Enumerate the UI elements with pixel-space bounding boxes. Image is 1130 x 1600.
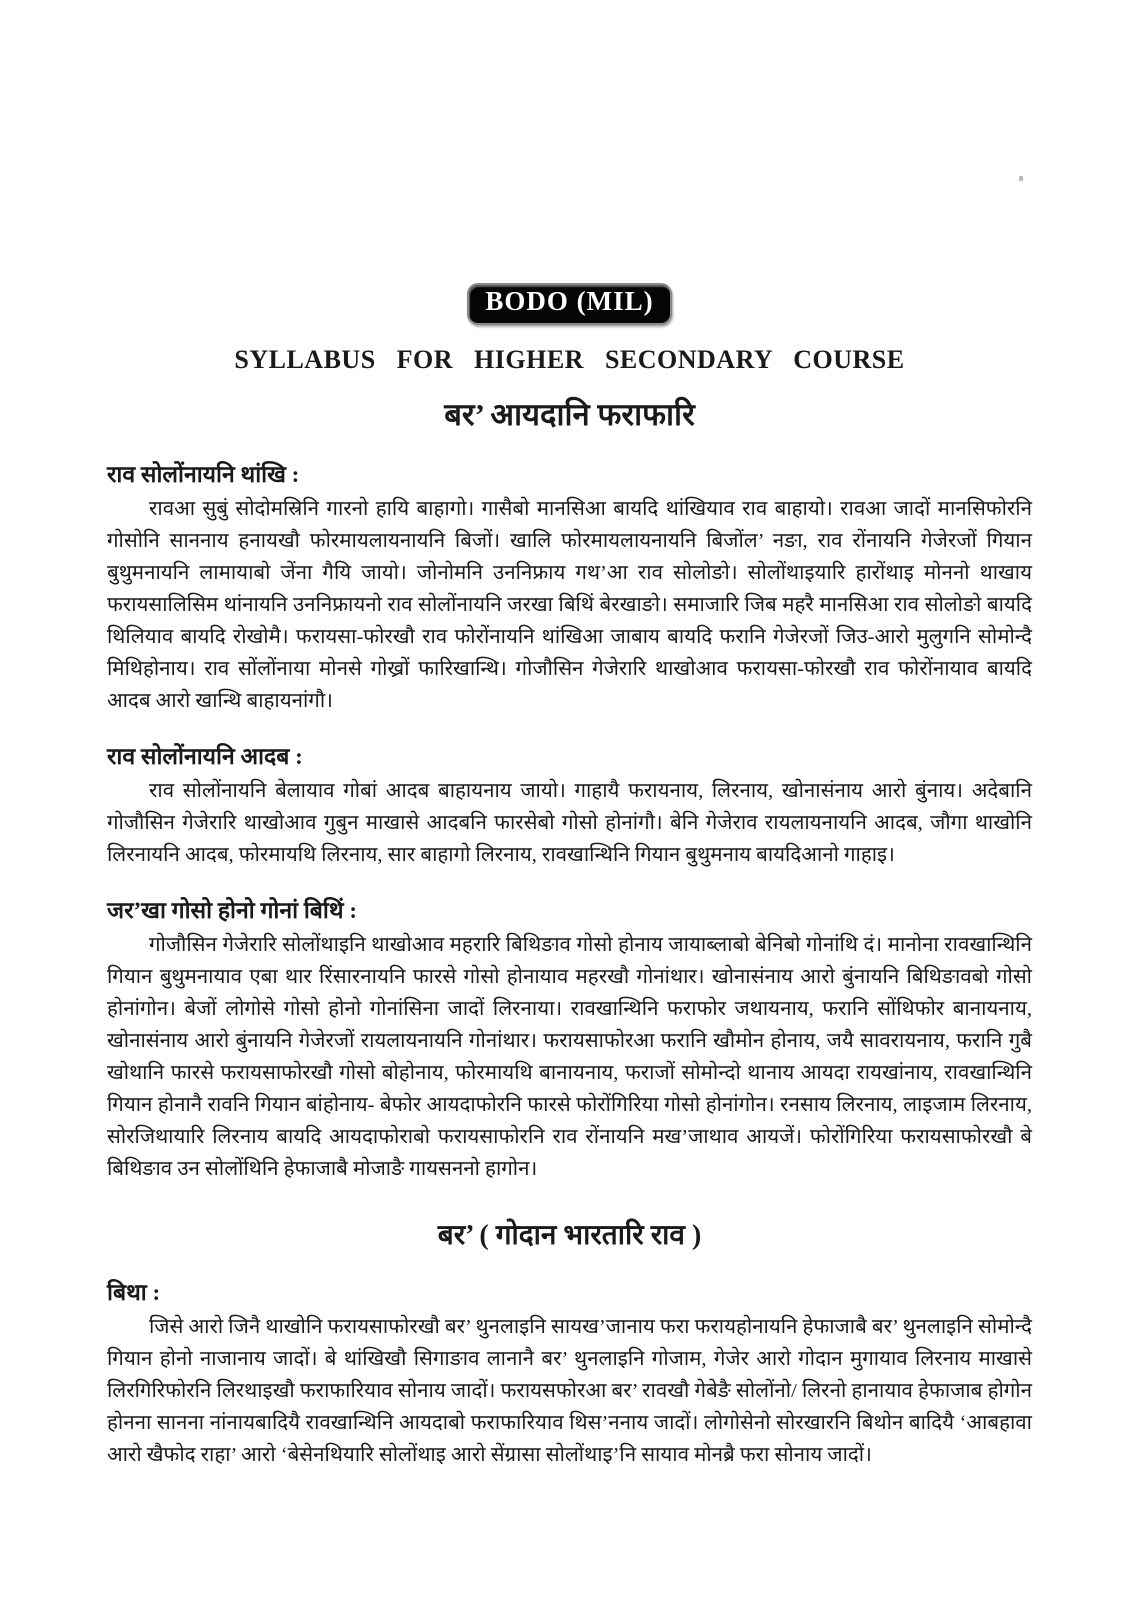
section-heading: बिथा :: [107, 1280, 161, 1305]
section-body: राव सोलोंनायनि बेलायाव गोबां आदब बाहायनाय जायो। गाहायै फरायनाय, लिरनाय, खोनासंनाय आरो बुंनाय। अदेबानि गोजौसिन गेजेरारि थाखोआव गुबुन माखासे आदबनि फारसेबो गोसो होनांगौ। बेनि गेजेराव रायलायनायनि आदब, जौगा थाखोनि लिरनायनि आदब, फोरमायथि लिरनाय, सार बाहागो लिरनाय, रावखान्थिनि गियान बुथुमनाय बायदिआनो गाहाइ।: [107, 780, 1032, 866]
section-heading: राव सोलोंनायनि आदब :: [107, 744, 303, 769]
badge-row: [107, 283, 1032, 325]
section-heading: राव सोलोंनायनि थांखि :: [107, 462, 300, 487]
section-heading: जर’खा गोसो होनो गोनां बिथिं :: [107, 898, 357, 923]
scan-artifact-dot: [1019, 176, 1023, 181]
page-content: [107, 283, 1032, 1471]
section-body: जिसे आरो जिनै थाखोनि फरायसाफोरखौ बर’ थुनलाइनि सायख’जानाय फरा फरायहोनायनि हेफाजाबै बर’ थुनलाइनि सोमोन्दै गियान होनो नाजानाय जादों। बे थांखिखौ सिगाङाव लानानै बर’ थुनलाइनि गोजाम, गेजेर आरो गोदान मुगायाव लिरनाय माखासे लिरगिरिफोरनि लिरथाइखौ फराफारियाव सोनाय जादों। फरायसफोरआ बर’ रावखौ गेबेङै सोलोंनो/ लिरनो हानायाव हेफाजाब होगोन होनना सानना नांनायबादियै रावखान्थिनि आयदाबो फराफारियाव थिस’ननाय जादों। लोगोसेनो सोरखारनि बिथोन बादियै ‘आबहावा आरो खैफोद राहा’ आरो ‘बेसेनथियारि सोलोंथाइ आरो सेंग्रासा सोलोंथाइ’नि सायाव मोनब्रै फरा सोनाय जादों।: [107, 1316, 1032, 1466]
section-points-of-attention: [107, 893, 1032, 1185]
section-body: रावआ सुबुं सोदोमस्रिनि गारनो हायि बाहागो। गासैबो मानसिआ बायदि थांखियाव राव बाहायो। रावआ जादों मानसिफोरनि गोसोनि साननाय हनायखौ फोरमायलायनायनि बिजों। खालि फोरमायलायनायनि बिजोंल’ नङा, राव रोंनायनि गेजेरजों गियान बुथुमनायनि लामायाबो जेंना गैयि जायो। जोनोमनि उननिफ्राय गथ’आ राव सोलोङो। सोलोंथाइयारि हारोंथाइ मोननो थाखाय फरायसालिसिम थांनायनि उननिफ्रायनो राव सोलोंनायनि जरखा बिथिं बेरखाङो। समाजारि जिब महरै मानसिआ राव सोलोङो बायदि थिलियाव बायदि रोखोमै। फरायसा-फोरखौ राव फोरोंनायनि थांखिआ जाबाय बायदि फरानि गेजेरजों जिउ-आरो मुलुगनि सोमोन्दै मिथिहोनाय। राव सोंलोंनाया मोनसे गोख्रों फारिखान्थि। गोजौसिन गेजेरारि थाखोआव फरायसा-फोरखौ राव फोरोंनायाव बायदि आदब आरो खान्थि बाहायनांगौ।: [107, 498, 1032, 712]
subject-title-bodo: बर’ आयदानि फराफारि: [444, 397, 695, 432]
subject-badge: BODO (MIL): [467, 283, 671, 325]
section-language-learning-aim: [107, 457, 1032, 717]
part2-title: बर’ ( गोदान भारतारि राव ): [437, 1220, 702, 1251]
course-title: SYLLABUS FOR HIGHER SECONDARY COURSE: [234, 345, 905, 374]
section-bitha-intro: [107, 1275, 1032, 1471]
section-body: गोजौसिन गेजेरारि सोलोंथाइनि थाखोआव महरारि बिथिङाव गोसो होनाय जायाब्लाबो बेनिबो गोनांथि दं। मानोना रावखान्थिनि गियान बुथुमनायाव एबा थार रिंसारनायनि फारसे गोसो होनायाव महरखौ गोनांथार। खोनासंनाय आरो बुंनायनि बिथिङावबो गोसो होनांगोन। बेजों लोगोसे गोसो होनो गोनांसिना जादों लिरनाया। रावखान्थिनि फराफोर जथायनाय, फरानि सोंथिफोर बानायनाय, खोनासंनाय आरो बुंनायनि गेजेरजों रायलायनायनि गोनांथार। फरायसाफोरआ फरानि खौमोन होनाय, जयै सावरायनाय, फरानि गुबै खोथानि फारसे फरायसाफोरखौ गोसो बोहोनाय, फोरमायथि बानायनाय, फराजों सोमोन्दो थानाय आयदा रायखांनाय, रावखान्थिनि गियान होनानै रावनि गियान बांहोनाय- बेफोर आयदाफोरनि फारसे फोरोंगिरिया गोसो होनांगोन। रनसाय लिरनाय, लाइजाम लिरनाय, सोरजिथायारि लिरनाय बायदि आयदाफोराबो फरायसाफोरनि राव रोंनायनि मख’जाथाव आयजें। फोरोंगिरिया फरायसाफोरखौ बे बिथिङाव उन सोलोंथिनि हेफाजाबै मोजाङै गायसननो हागोन।: [107, 934, 1032, 1180]
section-language-learning-method: [107, 739, 1032, 871]
